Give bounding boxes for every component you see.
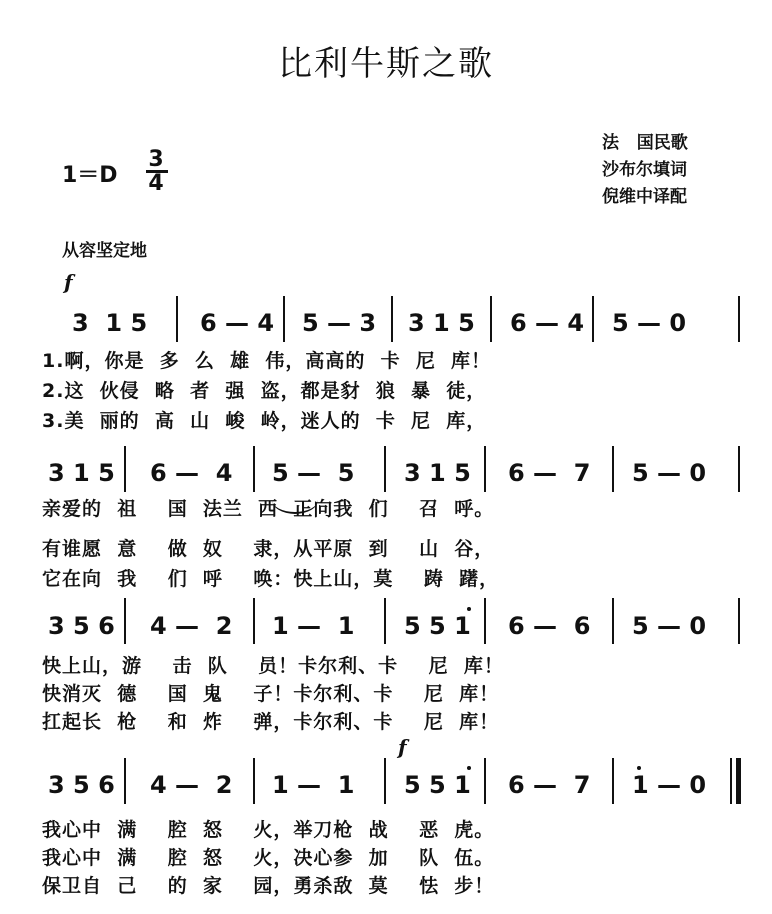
row2-lyric-verse1: 亲爱的 祖 国 法兰 西 正向我 们 召 呼。 <box>42 498 495 520</box>
row4-lyric-verse1: 我心中 满 腔 怒 火，举刀枪 战 恶 虎。 <box>42 819 495 841</box>
row2-barline <box>253 446 255 492</box>
row1-barline <box>391 296 393 342</box>
row4-barline <box>384 758 386 804</box>
row3-lyric-verse1: 快上山，游 击 队 员！卡尔利、卡 尼 库！ <box>42 655 504 677</box>
origin-credit: 法 国民歌 <box>602 133 688 153</box>
time-signature-bottom: 4 <box>148 171 164 196</box>
row2-barline <box>124 446 126 492</box>
final-barline-thin <box>730 758 732 804</box>
row3-lyric-verse3: 扛起长 枪 和 炸 弹，卡尔利、卡 尼 库！ <box>42 711 500 733</box>
song-title: 比利牛斯之歌 <box>278 44 494 84</box>
credits <box>602 130 688 211</box>
row3-barline <box>384 598 386 644</box>
row2-measure6: 5 — 0 <box>632 459 707 487</box>
row4-measure3: 1 — 1 <box>272 771 355 799</box>
high-octave-dot <box>467 607 471 611</box>
row1-lyric-verse2: 2.这 伙侵 略 者 强 盗，都是豺 狼 暴 徒， <box>42 380 487 402</box>
row1-measure4: 3 1 5 <box>408 309 475 337</box>
row2-lyric-verse3: 它在向 我 们 呼 唤：快上山，莫 踌 躇， <box>42 568 500 590</box>
row4-lyric-verse2: 我心中 满 腔 怒 火，决心参 加 队 伍。 <box>42 847 495 869</box>
row3-measure4: 5 5 1 <box>404 612 471 640</box>
lyricist-credit: 沙布尔填词 <box>602 160 687 180</box>
row2-lyric-verse2: 有谁愿 意 做 奴 隶，从平原 到 山 谷， <box>42 538 495 560</box>
row1-measure1: 3 1 5 <box>72 309 148 337</box>
row3-barline <box>253 598 255 644</box>
row2-measure3: 5 — 5 <box>272 459 355 487</box>
row1-barline <box>738 296 740 342</box>
translator-credit: 倪维中译配 <box>602 187 687 207</box>
dynamic-forte-row4: f <box>398 735 407 759</box>
row3-measure3: 1 — 1 <box>272 612 355 640</box>
row3-lyric-verse2: 快消灭 德 国 鬼 子！卡尔利、卡 尼 库！ <box>42 683 500 705</box>
row4-barline <box>484 758 486 804</box>
row2-measure2: 6 — 4 <box>150 459 233 487</box>
row4-measure4: 5 5 1 <box>404 771 471 799</box>
row1-barline <box>176 296 178 342</box>
row1-measure6: 5 — 0 <box>612 309 687 337</box>
row1-lyric-verse1: 1.啊，你是 多 么 雄 伟，高高的 卡 尼 库！ <box>42 350 492 372</box>
row3-barline <box>484 598 486 644</box>
row4-barline <box>253 758 255 804</box>
row1-barline <box>490 296 492 342</box>
row2-barline <box>738 446 740 492</box>
time-signature <box>146 147 166 196</box>
row3-measure6: 5 — 0 <box>632 612 707 640</box>
row4-barline <box>612 758 614 804</box>
row1-measure2: 6 — 4 <box>200 309 275 337</box>
tempo-marking: 从容坚定地 <box>62 241 147 261</box>
row2-measure1: 3 1 5 <box>48 459 115 487</box>
row1-barline <box>283 296 285 342</box>
final-barline-thick <box>736 758 741 804</box>
row4-measure5: 6 — 7 <box>508 771 591 799</box>
row1-measure5: 6 — 4 <box>510 309 585 337</box>
time-signature-top: 3 <box>148 147 164 172</box>
row4-measure1: 3 5 6 <box>48 771 115 799</box>
key-signature: 1＝D <box>62 163 118 188</box>
row4-lyric-verse3: 保卫自 己 的 家 园，勇杀敌 莫 怯 步！ <box>42 875 495 897</box>
row4-measure2: 4 — 2 <box>150 771 233 799</box>
row2-measure5: 6 — 7 <box>508 459 591 487</box>
row2-barline <box>484 446 486 492</box>
row3-barline <box>738 598 740 644</box>
row3-measure2: 4 — 2 <box>150 612 233 640</box>
row2-measure4: 3 1 5 <box>404 459 471 487</box>
dynamic-forte-start: f <box>64 270 73 294</box>
row3-measure5: 6 — 6 <box>508 612 591 640</box>
row2-barline <box>612 446 614 492</box>
row4-barline <box>124 758 126 804</box>
row1-measure3: 5 — 3 <box>302 309 377 337</box>
row3-measure1: 3 5 6 <box>48 612 115 640</box>
row3-barline <box>612 598 614 644</box>
high-octave-dot <box>637 766 641 770</box>
row1-lyric-verse3: 3.美 丽的 高 山 峻 岭，迷人的 卡 尼 库， <box>42 410 487 432</box>
row4-measure6: 1 — 0 <box>632 771 707 799</box>
row1-barline <box>592 296 594 342</box>
row2-barline <box>384 446 386 492</box>
row3-barline <box>124 598 126 644</box>
high-octave-dot <box>467 766 471 770</box>
